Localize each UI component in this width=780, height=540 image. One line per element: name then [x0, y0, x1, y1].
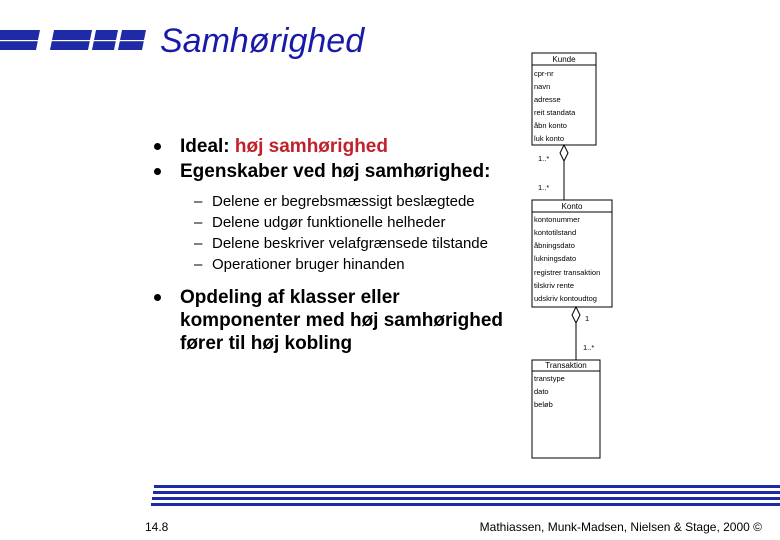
class-attribute: transtype: [534, 374, 565, 383]
class-attribute: tilskriv rente: [534, 281, 575, 290]
class-name: Transaktion: [545, 361, 587, 370]
multiplicity-label: 1: [585, 314, 590, 323]
bullet-division: [150, 286, 510, 355]
bullet-ideal: [150, 135, 510, 158]
class-attribute: navn: [534, 82, 551, 91]
header-logo-bars: [0, 26, 150, 54]
class-name: Konto: [561, 202, 583, 211]
sub-bullet-item: – Delene beskriver velafgrænsede tilstande: [194, 235, 488, 252]
class-konto: [532, 200, 612, 307]
class-attribute: kontotilstand: [534, 228, 577, 237]
class-attribute: kontonummer: [534, 215, 580, 224]
sub-bullet-item: – Delene udgør funktionelle helheder: [194, 214, 446, 231]
bullet-list: [150, 135, 510, 357]
association-kunde-konto: [538, 145, 568, 200]
sub-bullet-list: [194, 193, 510, 274]
bullet-dot: [154, 294, 161, 301]
class-attribute: åbn konto: [534, 121, 567, 130]
multiplicity-label: 1..*: [583, 343, 595, 352]
class-attribute: reit standata: [534, 108, 576, 117]
class-attribute: lukningsdato: [534, 254, 577, 263]
bullet-ideal-highlight: høj samhørighed: [234, 136, 388, 157]
multiplicity-label: 1..*: [538, 154, 550, 163]
page-number: 14.8: [145, 520, 169, 534]
bullet-division-text: Opdeling af klasser eller komponenter med høj samhørighed fører til høj kobling: [180, 287, 504, 354]
class-kunde: [532, 53, 596, 145]
multiplicity-label: 1..*: [538, 183, 550, 192]
class-attribute: adresse: [534, 95, 561, 104]
footer-stripes: [148, 485, 780, 515]
bullet-properties-text: Egenskaber ved høj samhørighed:: [180, 161, 491, 182]
bullet-properties: [150, 160, 510, 183]
class-attribute: udskriv kontoudtog: [534, 294, 597, 303]
aggregation-diamond: [560, 145, 568, 161]
bullet-dot: [154, 168, 161, 175]
class-attribute: åbningsdato: [534, 241, 575, 250]
class-attribute: beløb: [534, 400, 553, 409]
association-konto-transaktion: [572, 307, 594, 360]
uml-class-diagram: [528, 50, 648, 460]
class-attribute: luk konto: [534, 134, 565, 143]
class-transaktion: [532, 360, 600, 458]
slide-title: Samhørighed: [160, 22, 365, 60]
bullet-dot: [154, 143, 161, 150]
aggregation-diamond: [572, 307, 580, 323]
sub-bullet-item: – Operationer bruger hinanden: [194, 256, 405, 273]
class-attribute: dato: [534, 387, 549, 396]
copyright-credit: Mathiassen, Munk-Madsen, Nielsen & Stage, 2000 ©: [479, 520, 762, 534]
class-name: Kunde: [552, 55, 576, 64]
class-attribute: registrer transaktion: [534, 268, 601, 277]
class-attribute: cpr-nr: [534, 69, 554, 78]
sub-bullet-item: – Delene er begrebsmæssigt beslægtede: [194, 193, 475, 210]
bullet-ideal-prefix: Ideal:: [180, 136, 235, 157]
